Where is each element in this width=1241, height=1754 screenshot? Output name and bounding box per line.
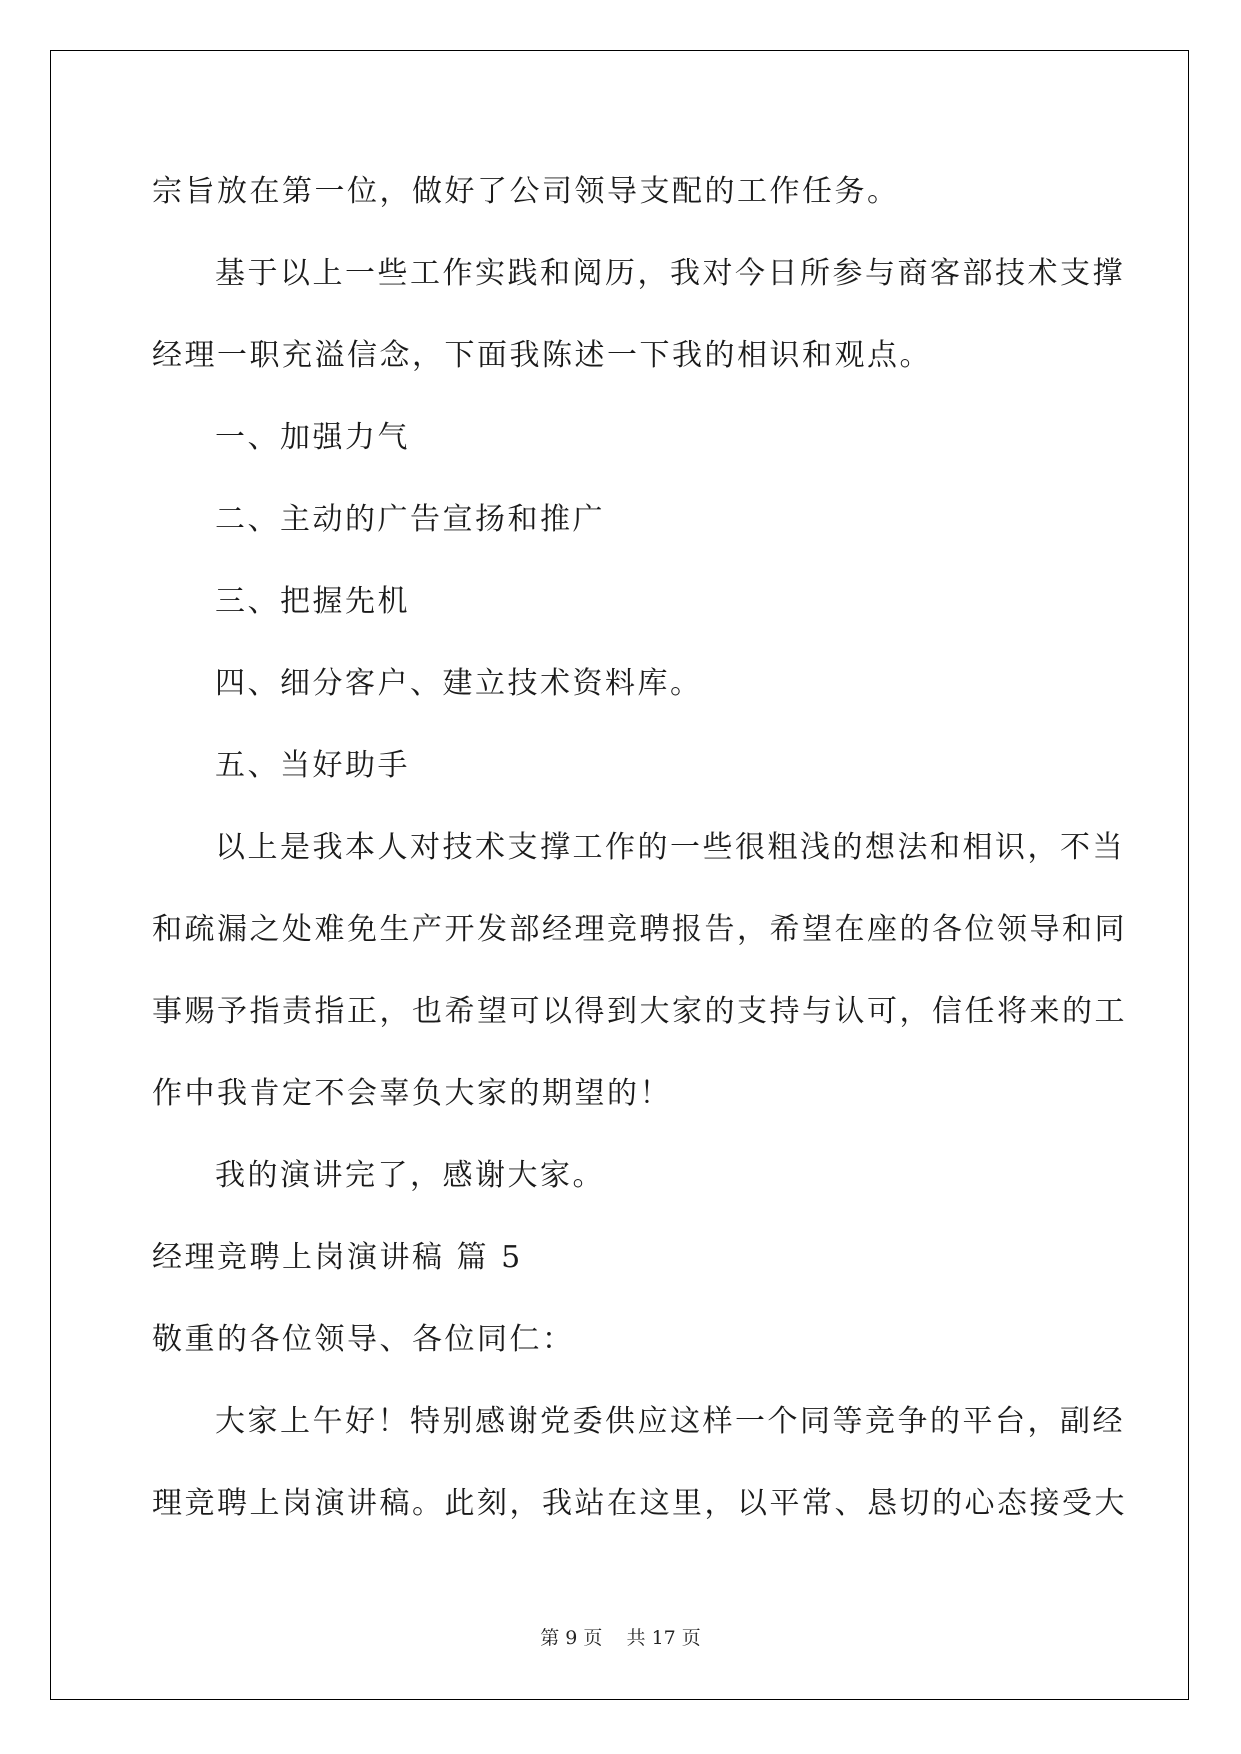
list-item: 五、当好助手 — [215, 748, 410, 783]
page-number: 第 9 页 — [540, 1627, 603, 1649]
list-item: 二、主动的广告宣扬和推广 — [215, 502, 605, 537]
body-line: 事赐予指责指正，也希望可以得到大家的支持与认可，信任将来的工 — [152, 994, 1127, 1029]
page-total: 共 17 页 — [626, 1627, 701, 1649]
body-line: 以上是我本人对技术支撑工作的一些很粗浅的想法和相识，不当 — [215, 830, 1125, 865]
body-line: 大家上午好！特别感谢党委供应这样一个同等竞争的平台，副经 — [215, 1404, 1125, 1439]
list-item: 四、细分客户、建立技术资料库。 — [215, 666, 703, 701]
page-border — [50, 50, 1189, 1700]
section-heading: 经理竞聘上岗演讲稿 篇 5 — [152, 1240, 523, 1275]
body-line: 作中我肯定不会辜负大家的期望的！ — [152, 1076, 672, 1111]
body-line: 和疏漏之处难免生产开发部经理竞聘报告，希望在座的各位领导和同 — [152, 912, 1127, 947]
body-line: 理竞聘上岗演讲稿。此刻，我站在这里，以平常、恳切的心态接受大 — [152, 1486, 1127, 1521]
body-line: 我的演讲完了，感谢大家。 — [215, 1158, 605, 1193]
body-line: 经理一职充溢信念，下面我陈述一下我的相识和观点。 — [152, 338, 932, 373]
salutation: 敬重的各位领导、各位同仁： — [152, 1322, 575, 1357]
body-line: 基于以上一些工作实践和阅历，我对今日所参与商客部技术支撑 — [215, 256, 1125, 291]
list-item: 三、把握先机 — [215, 584, 410, 619]
body-line: 宗旨放在第一位，做好了公司领导支配的工作任务。 — [152, 174, 900, 209]
page-footer — [0, 1626, 1241, 1650]
list-item: 一、加强力气 — [215, 420, 410, 455]
